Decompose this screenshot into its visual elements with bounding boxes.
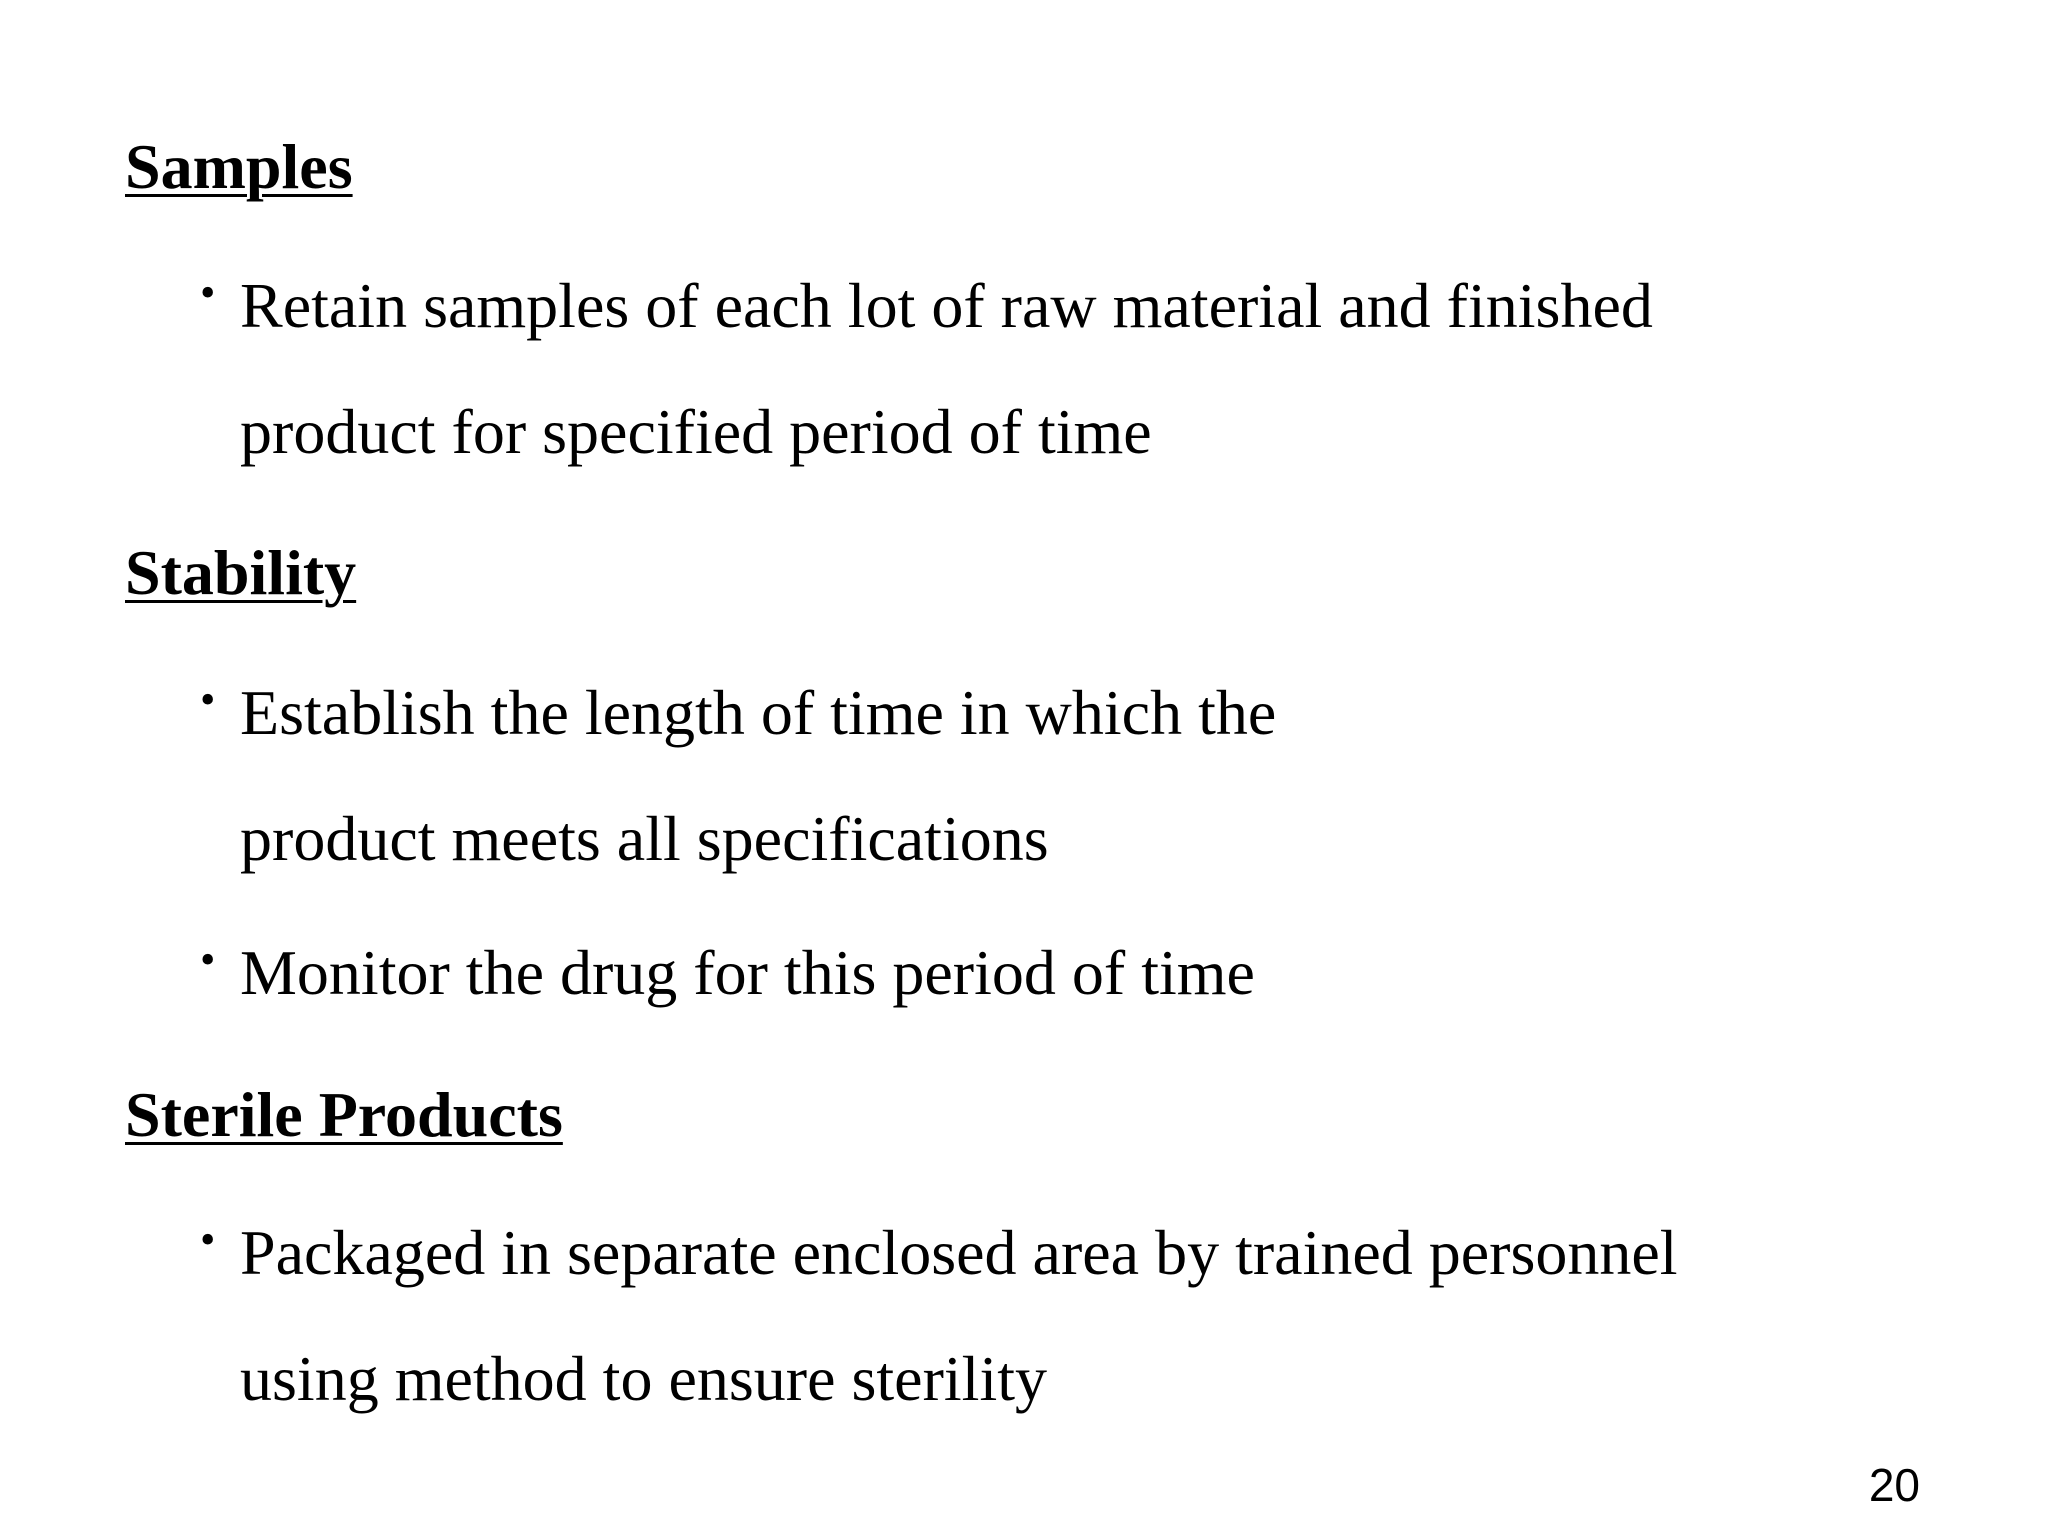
section-heading-samples: Samples [125,131,353,202]
bullet-text-line: Establish the length of time in which the [240,677,1277,748]
bullet-establish-length [200,650,1850,902]
bullet-dot: • [200,268,216,317]
bullet-monitor-drug [200,910,1850,1036]
bullet-retain-samples [200,243,1850,495]
bullet-text-line: using method to ensure sterility [240,1343,1047,1414]
bullet-text-line: Retain samples of each lot of raw material and finished [240,270,1653,341]
bullet-dot: • [200,935,216,984]
bullet-text-line: product meets all specifications [240,803,1049,874]
bullet-dot: • [200,675,216,724]
bullet-packaged-separate [200,1190,1850,1442]
section-heading-sterile-products: Sterile Products [125,1079,563,1150]
bullet-text-line: Monitor the drug for this period of time [240,937,1255,1008]
bullet-text-line: Packaged in separate enclosed area by trained personnel [240,1217,1678,1288]
section-heading-stability: Stability [125,537,357,608]
page-number: 20 [1868,1459,1920,1511]
bullet-dot: • [200,1215,216,1264]
bullet-text-line: product for specified period of time [240,396,1152,467]
